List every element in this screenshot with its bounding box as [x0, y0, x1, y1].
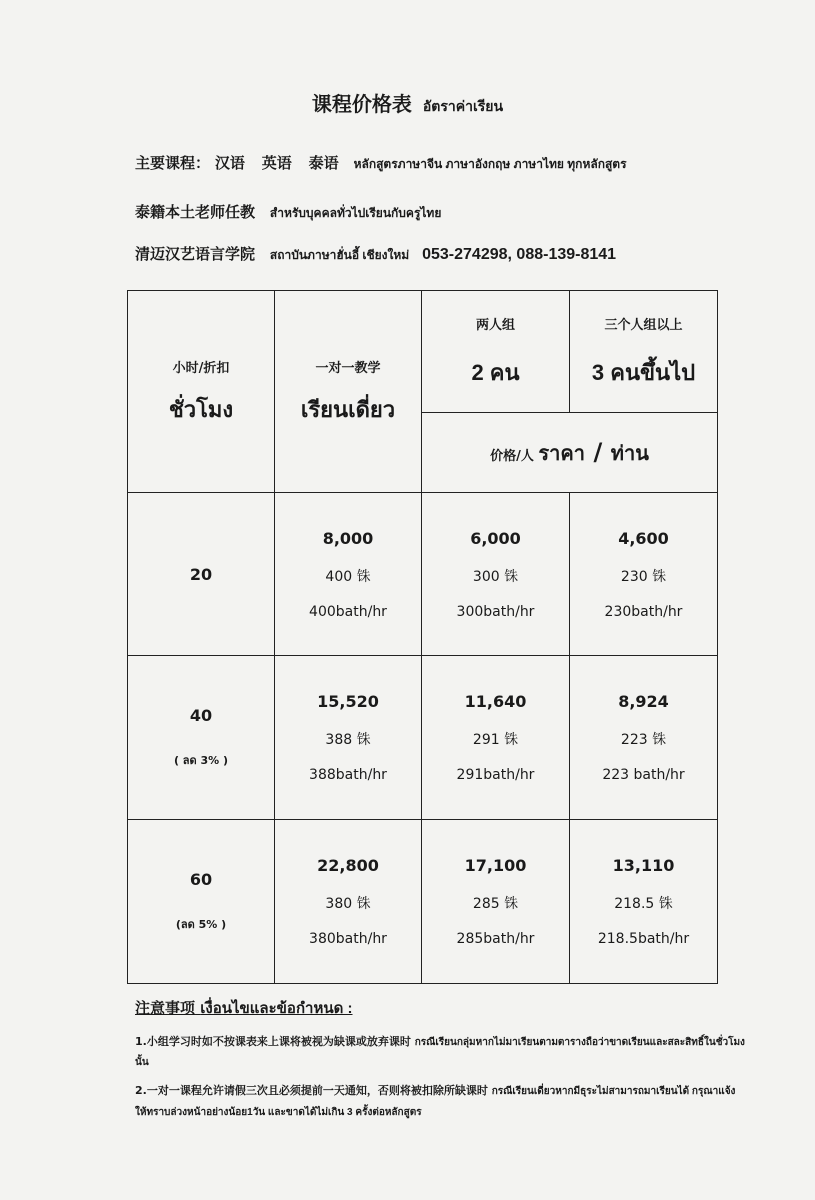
price-cell: [570, 820, 718, 984]
notes-title-zh: 注意事项: [135, 999, 196, 1017]
notes-title: [135, 994, 745, 1024]
header-two-people: [422, 291, 570, 413]
table-row: [128, 656, 718, 820]
header-hours: [128, 291, 275, 493]
per-person-th1: ราคา: [538, 442, 585, 465]
discount-label: ( ลด 3% ): [173, 754, 229, 767]
main-courses-line: [135, 152, 627, 174]
price-per-hour: 400 铢: [325, 568, 371, 585]
header-two-th: 2 คน: [471, 359, 520, 385]
price-total: 8,000: [322, 528, 374, 548]
phone-numbers: 053-274298, 088-139-8141: [422, 246, 617, 263]
price-total: 8,924: [618, 692, 669, 711]
header-row: [128, 291, 718, 413]
main-courses-label: 主要课程：: [135, 154, 211, 172]
price-per-hour: 230 铢: [620, 568, 667, 585]
main-courses-th: หลักสูตรภาษาจีน ภาษาอังกฤษ ภาษาไทย ทุกหลักสูตร: [353, 157, 627, 171]
price-total: 11,640: [464, 692, 527, 711]
hours-cell: [128, 656, 275, 820]
school-line: [135, 243, 616, 265]
price-per-hour: 291 铢: [472, 732, 519, 748]
price-cell: [275, 656, 422, 820]
price-total: 4,600: [618, 528, 669, 548]
price-per-hour: 285 铢: [472, 896, 519, 912]
teachers-line: [135, 201, 441, 223]
price-cell: [570, 656, 718, 820]
price-per-hour: 218.5 铢: [614, 896, 673, 912]
hours-value: 20: [189, 564, 213, 584]
price-cell: [275, 820, 422, 984]
header-one-th: เรียนเดี่ยว: [300, 396, 396, 422]
header-one-zh: 一对一教学: [315, 360, 381, 376]
price-cell: [422, 820, 570, 984]
price-per-hour-en: 218.5bath/hr: [597, 931, 690, 947]
header-hours-zh: 小时/折扣: [172, 360, 230, 376]
price-cell: [275, 493, 422, 656]
course-chinese: 汉语: [214, 154, 245, 172]
discount-label: (ลด 5% ): [175, 918, 227, 931]
header-three-people: [570, 291, 718, 413]
note-zh: 2.一对一课程允许请假三次且必须提前一天通知，否则将被扣除所缺课时: [135, 1084, 488, 1098]
price-total: 22,800: [317, 856, 379, 875]
notes-section: [135, 994, 745, 1123]
per-person-slash: /: [593, 437, 603, 466]
note-th: กรณีเรียนกลุ่มหากไม่มาเรียนตามตารางถือว่าขาดเรียนและสละสิทธิ์ในชั่วโมงนั้น: [135, 1036, 745, 1069]
price-cell: [422, 493, 570, 656]
price-table: [127, 290, 718, 984]
header-three-th: 3 คนขึ้นไป: [591, 359, 696, 385]
price-per-hour-en: 388bath/hr: [309, 767, 387, 783]
hours-cell: [128, 493, 275, 656]
header-hours-th: ชั่วโมง: [168, 396, 234, 422]
teachers-zh: 泰籍本土老师任教: [135, 203, 256, 221]
teachers-th: สำหรับบุคคลทั่วไปเรียนกับครูไทย: [269, 206, 442, 220]
course-english: 英语: [261, 154, 292, 172]
price-total: 13,110: [612, 856, 675, 875]
title-th: อัตราค่าเรียน: [422, 98, 504, 114]
note-item: [135, 1032, 745, 1074]
price-per-hour: 300 铢: [472, 568, 519, 585]
note-item: [135, 1081, 745, 1123]
note-zh: 1.小组学习时如不按课表来上课将被视为缺课或放弃课时: [135, 1034, 411, 1048]
price-per-hour-en: 291bath/hr: [456, 767, 535, 783]
price-per-hour-en: 380bath/hr: [309, 931, 387, 947]
price-cell: [570, 493, 718, 656]
notes-title-th: เงื่อนไขและข้อกำหนด :: [200, 1000, 353, 1017]
price-per-hour-en: 300bath/hr: [456, 603, 535, 620]
school-zh: 清迈汉艺语言学院: [135, 245, 256, 263]
title-zh: 课程价格表: [311, 92, 412, 116]
table-row: [128, 493, 718, 656]
hours-value: 60: [189, 870, 213, 889]
header-per-person: [422, 413, 718, 493]
per-person-zh: 价格/人: [490, 448, 534, 464]
price-per-hour-en: 400bath/hr: [309, 603, 387, 620]
header-one-on-one: [275, 291, 422, 493]
price-per-hour: 380 铢: [325, 896, 371, 912]
price-total: 15,520: [317, 692, 379, 711]
price-cell: [422, 656, 570, 820]
header-three-zh: 三个人组以上: [604, 317, 683, 333]
school-th: สถาบันภาษาฮั่นอี้ เชียงใหม่: [269, 248, 410, 262]
price-total: 6,000: [470, 528, 521, 548]
price-per-hour: 388 铢: [325, 732, 371, 748]
hours-value: 40: [189, 706, 213, 725]
price-total: 17,100: [464, 856, 527, 875]
hours-cell: [128, 820, 275, 984]
note-th: กรณีเรียนเดี่ยวหากมีธุระไม่สามารถมาเรียนได้ กรุณาแจ้งให้ทราบล่วงหน้าอย่างน้อย1วัน และขาดได้ไม่เกิน 3 ครั้งต่อหลักสูตร: [135, 1086, 736, 1119]
table-row: [128, 820, 718, 984]
price-per-hour: 223 铢: [620, 732, 667, 748]
price-per-hour-en: 285bath/hr: [456, 931, 535, 947]
page-title: [0, 88, 815, 118]
price-per-hour-en: 223 bath/hr: [602, 767, 685, 783]
per-person-th2: ท่าน: [610, 442, 649, 465]
price-per-hour-en: 230bath/hr: [604, 603, 683, 620]
course-thai: 泰语: [308, 154, 339, 172]
header-two-zh: 两人组: [475, 317, 515, 333]
